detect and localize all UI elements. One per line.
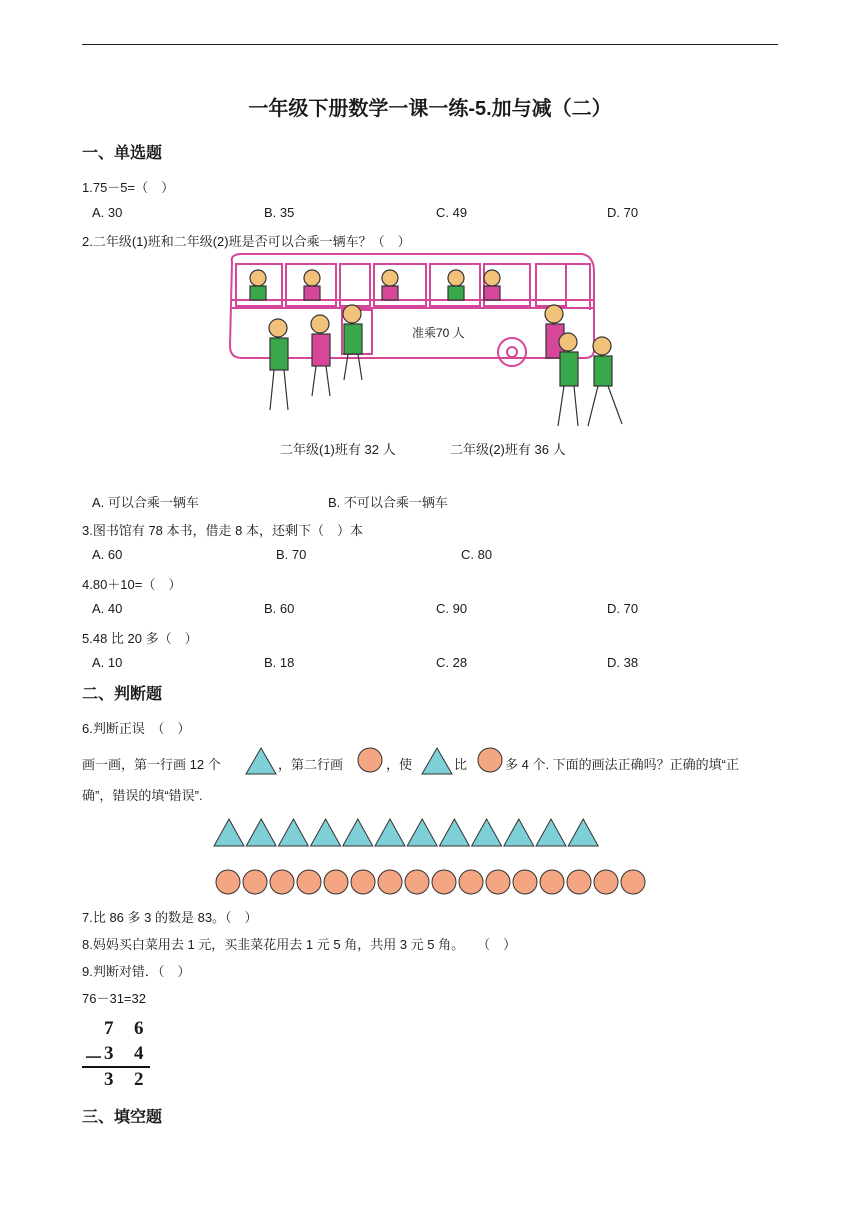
q6-text-1: 画一画，第一行画 12 个	[82, 757, 221, 772]
q4-option-d[interactable]: D. 70	[607, 601, 639, 616]
triangle-row	[213, 818, 600, 851]
triangle-shape	[504, 819, 534, 846]
circle-shape	[297, 870, 321, 894]
q3-option-b[interactable]: B. 70	[276, 547, 307, 562]
triangle-shape	[343, 819, 373, 846]
triangle-shape	[407, 819, 437, 846]
question-3: 3.图书馆有 78 本书，借走 8 本，还剩下（ ）本	[82, 523, 363, 538]
triangle-icon	[420, 746, 454, 776]
bus-drawing	[222, 250, 642, 435]
circle-shape	[405, 870, 429, 894]
q5-option-d[interactable]: D. 38	[607, 655, 639, 670]
section-heading-true-false: 二、判断题	[82, 686, 163, 703]
circle-shape	[324, 870, 348, 894]
bus-illustration	[222, 250, 642, 435]
triangle-shape	[246, 819, 276, 846]
class2-label: 二年级(2)班有 36 人	[450, 442, 566, 457]
vertical-rule	[82, 1066, 150, 1068]
circle-row-svg	[214, 868, 647, 896]
bus-sign: 准乘70 人	[412, 326, 465, 340]
triangle-shape	[278, 819, 308, 846]
q5-option-c[interactable]: C. 28	[436, 655, 468, 670]
triangle-shape	[439, 819, 469, 846]
circle-shape	[486, 870, 510, 894]
vertical-row2-ones: 4	[134, 1043, 144, 1064]
circle-shape	[216, 870, 240, 894]
circle-shape	[459, 870, 483, 894]
class1-label: 二年级(1)班有 32 人	[280, 442, 396, 457]
q2-option-a[interactable]: A. 可以合乘一辆车	[92, 495, 199, 510]
circle-icon	[356, 746, 384, 774]
triangle-row-svg	[213, 818, 600, 848]
question-1: 1.75－5=（ ）	[82, 180, 175, 195]
triangle-shape	[536, 819, 566, 846]
question-8: 8.妈妈买白菜用去 1 元，买韭菜花用去 1 元 5 角，共用 3 元 5 角。 （ ）	[82, 937, 517, 952]
page-title: 一年级下册数学一课一练-5.加与减（二）	[248, 98, 612, 120]
q6-text-4: 比	[454, 757, 468, 772]
question-9: 9.判断对错．（ ）	[82, 964, 191, 979]
circle-shape	[513, 870, 537, 894]
vertical-row1-ones: 6	[134, 1018, 144, 1039]
q1-option-d[interactable]: D. 70	[607, 205, 639, 220]
q4-option-a[interactable]: A. 40	[92, 601, 123, 616]
q1-option-a[interactable]: A. 30	[92, 205, 123, 220]
q3-option-c[interactable]: C. 80	[461, 547, 493, 562]
q2-option-b[interactable]: B. 不可以合乘一辆车	[328, 495, 448, 510]
circle-shape	[540, 870, 564, 894]
q3-option-a[interactable]: A. 60	[92, 547, 123, 562]
vertical-result-tens: 3	[104, 1069, 114, 1090]
vertical-subtraction	[82, 1016, 152, 1092]
triangle-shape	[375, 819, 405, 846]
circle-shape	[351, 870, 375, 894]
circle-shape	[243, 870, 267, 894]
circle-shape	[567, 870, 591, 894]
triangle-shape	[568, 819, 598, 846]
q1-option-c[interactable]: C. 49	[436, 205, 468, 220]
question-5: 5.48 比 20 多（ ）	[82, 631, 198, 646]
question-6: 6.判断正误 （ ）	[82, 721, 191, 736]
q5-option-b[interactable]: B. 18	[264, 655, 295, 670]
q9-equation: 76－31=32	[82, 991, 146, 1006]
q4-option-c[interactable]: C. 90	[436, 601, 468, 616]
question-4: 4.80＋10=（ ）	[82, 577, 182, 592]
q6-text-6: 确”，错误的填“错误”.	[82, 788, 203, 803]
circle-shape	[378, 870, 402, 894]
triangle-shape	[214, 819, 244, 846]
triangle-shape	[311, 819, 341, 846]
vertical-row1-tens: 7	[104, 1018, 114, 1039]
q4-option-b[interactable]: B. 60	[264, 601, 295, 616]
header-rule	[82, 44, 778, 45]
q6-text-5: 多 4 个. 下面的画法正确吗？正确的填“正	[505, 757, 740, 772]
section-heading-fill-in: 三、填空题	[82, 1109, 163, 1126]
vertical-minus-sign: －	[84, 1048, 104, 1069]
circle-shape	[270, 870, 294, 894]
vertical-result-ones: 2	[134, 1069, 144, 1090]
q6-text-2: ，第二行画	[278, 757, 344, 772]
vertical-row2-tens: 3	[104, 1043, 114, 1064]
circle-shape	[621, 870, 645, 894]
q6-text-3: ，使	[386, 757, 413, 772]
circle-icon	[476, 746, 504, 774]
q5-option-a[interactable]: A. 10	[92, 655, 123, 670]
q1-option-b[interactable]: B. 35	[264, 205, 295, 220]
triangle-shape	[472, 819, 502, 846]
triangle-icon	[244, 746, 278, 776]
question-2: 2.二年级(1)班和二年级(2)班是否可以合乘一辆车？（ ）	[82, 234, 411, 249]
section-heading-single-choice: 一、单选题	[82, 145, 163, 162]
circle-row	[214, 868, 647, 899]
question-7: 7.比 86 多 3 的数是 83。（ ）	[82, 910, 258, 925]
circle-shape	[432, 870, 456, 894]
circle-shape	[594, 870, 618, 894]
